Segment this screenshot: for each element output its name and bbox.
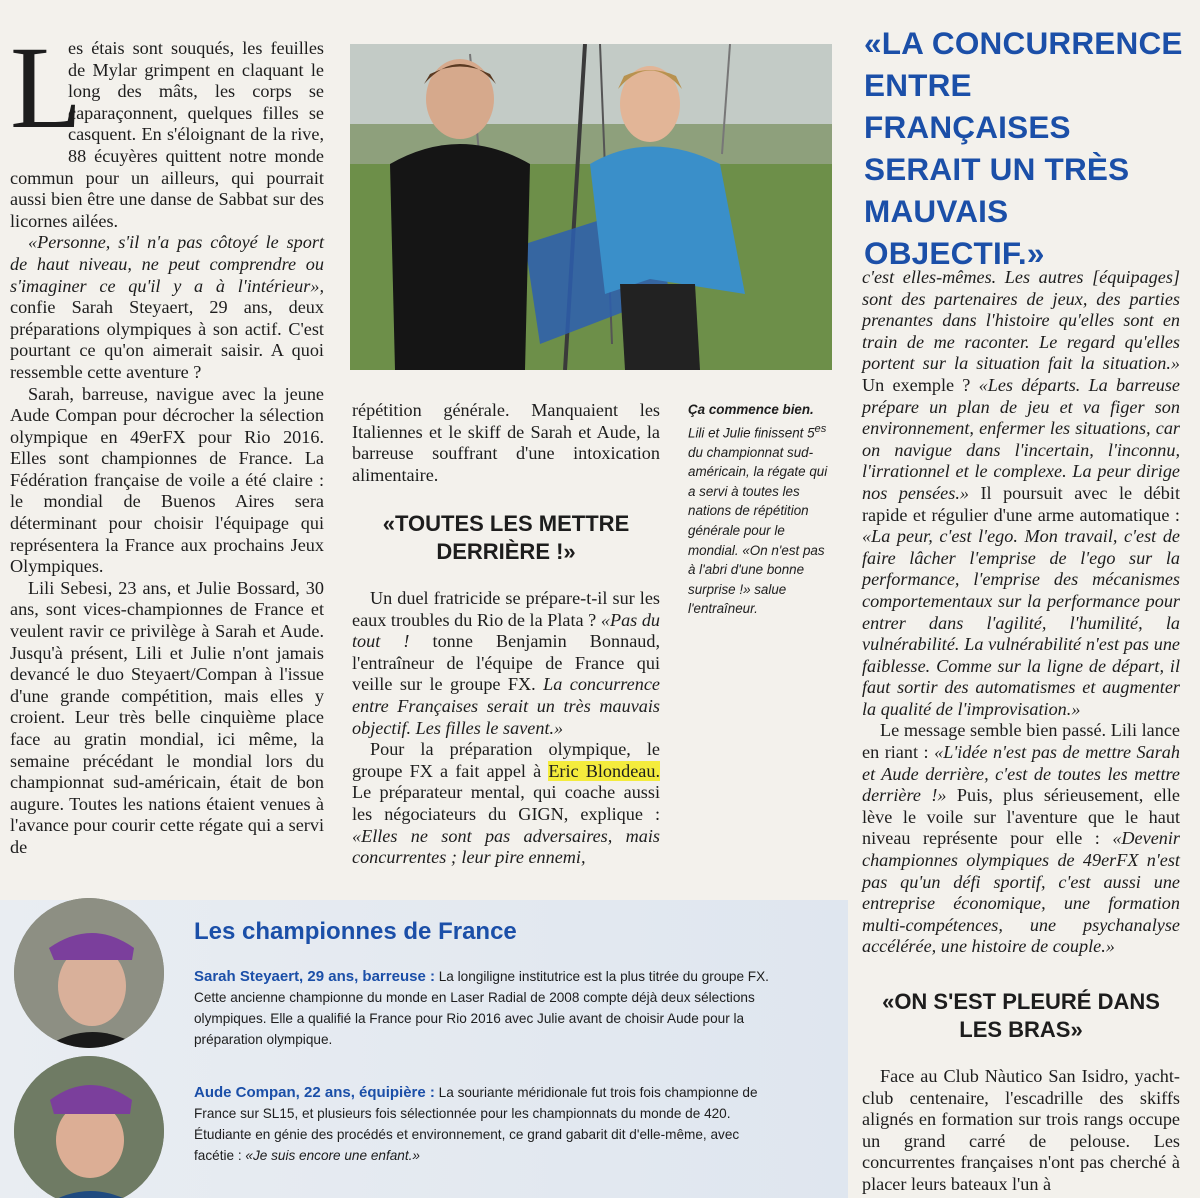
paragraph <box>352 588 660 739</box>
paragraph <box>10 232 324 383</box>
paragraph-text: Le préparateur mental, qui coache aussi les négociateurs du GIGN, explique : <box>352 782 660 824</box>
quote-text: «La peur, c'est l'ego. Mon travail, c'est de faire lâcher l'emprise de l'ego sur la performance, l'emprise des mécanismes comportementaux sur la performance pour entrer dans l'agilité, l'humilité, la vulnérabilité. La vulnérabilité n'est pas une faiblesse. Comme sur la ligne de départ, il faut sortir des automatismes et augmenter la qualité de l'improvisation.» <box>862 526 1180 719</box>
quote-text: «Elles ne sont pas adversaires, mais concurrentes ; leur pire ennemi, <box>352 825 660 868</box>
paragraph-text: Face au Club Nàutico San Isidro, yacht-club centenaire, l'escadrille des skiffs alignés en formation sur trois rangs occupe un grand carré de pelouse. Les concurrentes françaises n'ont pas cherché à placer leurs bateaux l'un à <box>862 1066 1180 1194</box>
bio-sarah <box>194 966 772 1050</box>
paragraph-text: Le message semble bien passé. Lili lance en riant : <box>862 720 1180 763</box>
bio-name: Aude Compan, 22 ans, équipière : <box>194 1084 435 1101</box>
caption-text: du championnat sud-américain, la régate qui a servi à toutes les nations de répétition générale pour le mondial. «On n'est pas à l'abri d'une bonne surprise !» salue l'entraîneur. <box>688 444 828 617</box>
section-heading: «TOUTES LES METTRE DERRIÈRE !» <box>382 511 630 564</box>
portrait-aude <box>14 1056 164 1198</box>
quote-text: c'est elles-mêmes. Les autres [équipages] sont des partenaires de jeux, des parties prenantes dans l'histoire qu'elles sont en train de me raconter. Le regard qu'elles portent sur la situation fait la situation.» <box>862 267 1180 374</box>
article-column-2-cont <box>352 588 660 869</box>
article-column-1 <box>10 22 324 859</box>
paragraph <box>862 267 1180 720</box>
bio-aude <box>194 1082 772 1166</box>
portrait-illustration <box>14 1056 164 1198</box>
portrait-sarah <box>14 898 164 1048</box>
paragraph-text: es étais sont souqués, les feuilles de Mylar grimpent en claquant le long des mâts, les corps se caparaçonnent, quelques filles se casquent. En s'éloignant de la rive, 88 écuyères quittent notre monde commun pour un ailleurs, qui pourrait aussi bien être une danse de Sabbat sur des licornes ailées. <box>10 38 324 231</box>
paragraph-text: confie Sarah Steyaert, 29 ans, deux préparations olympiques à son actif. C'est pourtant ce qu'on aimerait saisir. A quoi ressemble cette aventure ? <box>10 297 324 382</box>
paragraph <box>862 1066 1180 1196</box>
paragraph-text: Lili Sebesi, 23 ans, et Julie Bossard, 30 ans, sont vices-championnes de France et veulent ravir ce privilège à Sarah et Aude. Jusqu'à présent, Lili et Julie n'ont jamais devancé le duo Steyaert/Compan à l'issue d'une grande compétition, mais elles y croient. Leur très belle cinquième place face au gratin mondial, ici même, la semaine précédant le mondial lors du championnat sud-américain, était de bon augure. Toutes les nations étaient venues à l'avance pour courir cette régate qui a servi de <box>10 577 324 857</box>
caption-sup: es <box>814 422 827 435</box>
paragraph <box>352 400 660 486</box>
paragraph-text: Pour la préparation olympique, le groupe FX a fait appel à <box>352 739 660 781</box>
paragraph-text: tonne Benjamin Bonnaud, l'entraîneur de l'équipe de France qui veille sur le groupe FX. <box>352 631 661 695</box>
article-column-2 <box>352 400 660 486</box>
caption-title: Ça commence bien. <box>688 402 814 417</box>
paragraph <box>352 739 660 869</box>
caption-text: Lili et Julie finissent 5 <box>688 425 815 441</box>
paragraph-text: Il poursuit avec le débit rapide et régulier d'une arme automatique : <box>862 482 1180 525</box>
paragraph-text: répétition générale. Manquaient les Italiennes et le skiff de Sarah et Aude, la barreuse souffrant d'une intoxication alimentaire. <box>352 400 660 485</box>
drop-cap: L <box>10 22 83 153</box>
bio-name: Sarah Steyaert, 29 ans, barreuse : <box>194 968 435 985</box>
quote-text: «Devenir championnes olympiques de 49erFX n'est pas qu'un défi sportif, c'est aussi une entreprise économique, une formation multi-compétences, une psychanalyse accélérée, une histoire de couple.» <box>862 828 1180 957</box>
article-column-4 <box>862 267 1180 958</box>
bio-quote: «Je suis encore une enfant.» <box>245 1148 420 1163</box>
article-column-4-cont <box>862 1066 1180 1196</box>
sidebar-title: Les championnes de France <box>194 918 517 945</box>
paragraph-text: Puis, plus sérieusement, elle lève le voile sur l'aventure que le haut niveau représente pour elle : <box>862 785 1180 849</box>
quote-text: «Les départs. La barreuse prépare un plan de jeu et va figer son environnement, enfermer les situations, car on navigue dans l'incertain, l'inconnu, l'irrationnel et le complexe. La peur dirige nos pensées.» <box>862 374 1180 503</box>
portrait-illustration <box>14 898 164 1048</box>
paragraph <box>10 578 324 859</box>
quote-text: La concurrence entre Françaises serait un très mauvais objectif. Les filles le savent.» <box>352 674 660 738</box>
quote-text: «Pas du tout ! <box>352 609 661 652</box>
section-heading: «ON S'EST PLEURÉ DANS LES BRAS» <box>882 989 1160 1042</box>
quote-text: «Personne, s'il n'a pas côtoyé le sport de haut niveau, ne peut comprendre ou s'imaginer ce qu'il y a à l'intérieur», <box>10 232 324 296</box>
bio-text: La longiligne institutrice est la plus titrée du groupe FX. Cette ancienne championne du monde en Laser Radial de 2008 compte déjà deux sélections olympiques. Elle a qualifié la France pour Rio 2016 avec Julie avant de choisir Aude pour la préparation olympique. <box>194 969 769 1047</box>
photo-caption <box>688 400 832 619</box>
pull-quote: «LA CONCURRENCE ENTRE FRANÇAISES SERAIT UN TRÈS MAUVAIS OBJECTIF.» <box>864 25 1183 271</box>
bio-text: La souriante méridionale fut trois fois championne de France sur SL15, et plusieurs fois sélectionnée pour les championnats du monde de 420. Étudiante en génie des procédés et environnement, ce grand gabarit dit d'elle-même, avec facétie : <box>194 1085 758 1163</box>
paragraph <box>862 720 1180 958</box>
highlighted-name: Eric Blondeau. <box>548 760 660 781</box>
paragraph <box>10 384 324 578</box>
paragraph-text: Sarah, barreuse, navigue avec la jeune Aude Compan pour décrocher la sélection olympique en 49erFX pour Rio 2016. Elles sont championnes de France. La Fédération française de voile a été claire : le mondial de Buenos Aires sera déterminant pour choisir l'équipage qui représentera la France aux prochains Jeux Olympiques. <box>10 383 324 577</box>
photo-illustration <box>350 44 832 370</box>
paragraph-text: Un duel fratricide se prépare-t-il sur les eaux troubles du Rio de la Plata ? <box>352 588 660 630</box>
quote-text: «L'idée n'est pas de mettre Sarah et Aude derrière, c'est de toutes les mettre derrière !» <box>862 742 1180 806</box>
paragraph-text: Un exemple ? <box>862 374 979 395</box>
article-photo <box>350 44 832 370</box>
